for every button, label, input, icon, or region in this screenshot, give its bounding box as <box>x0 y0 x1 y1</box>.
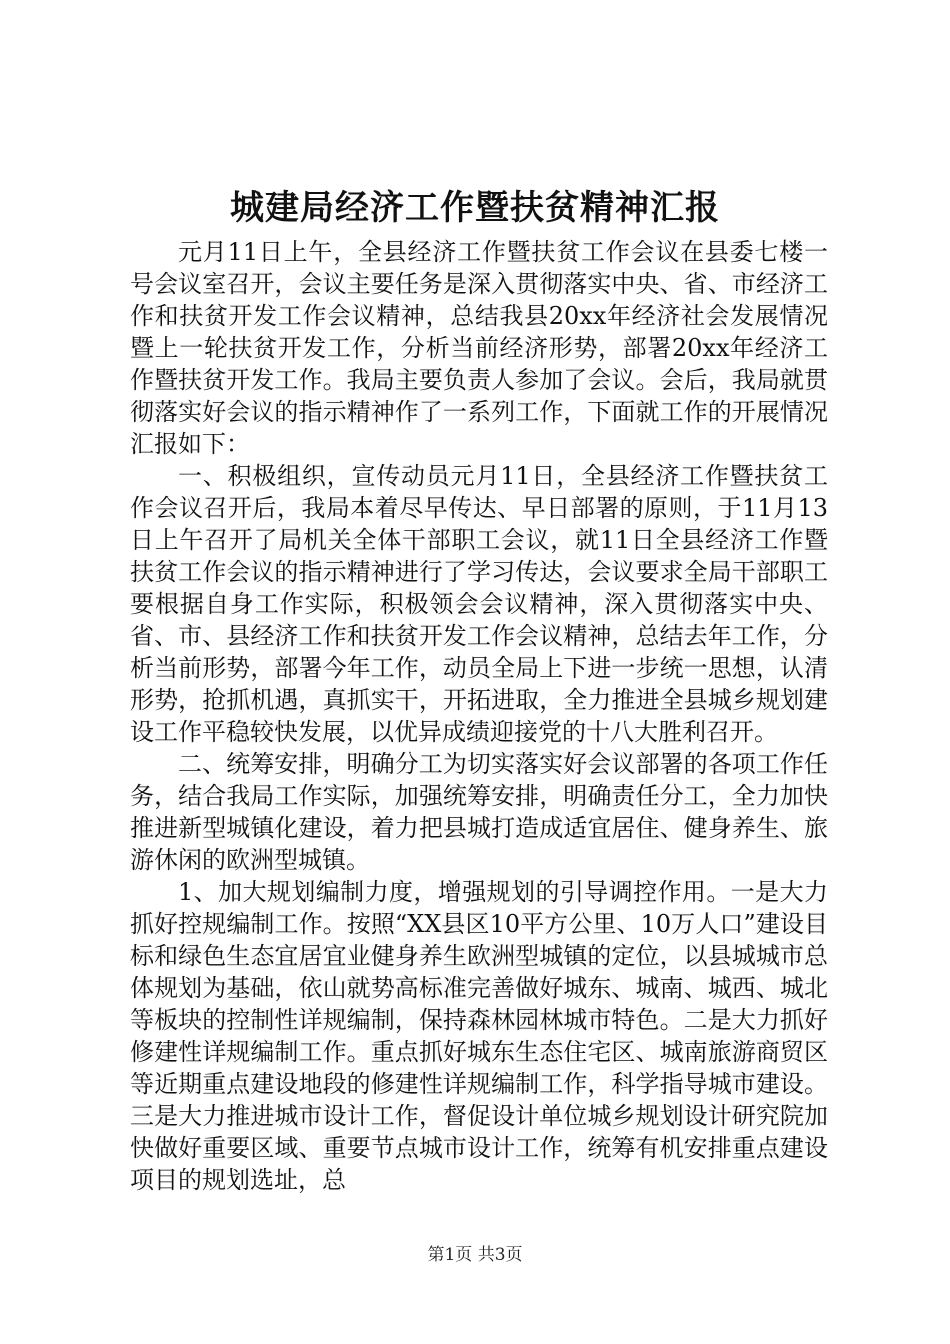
page-footer: 第1页 共3页 <box>427 1245 523 1265</box>
paragraph-section-one: 一、积极组织，宣传动员元月11日，全县经济工作暨扶贫工作会议召开后，我局本着尽早传达、早日部署的原则，于11月13日上午召开了局机关全体干部职工会议，就11日全县经济工作暨扶贫工作会议的指示精神进行了学习传达，会议要求全局干部职工要根据自身工作实际，积极领会会议精神，深入贯彻落实中央、省、市、县经济工作和扶贫开发工作会议精神，总结去年工作，分析当前形势，部署今年工作，动员全局上下进一步统一思想，认清形势，抢抓机遇，真抓实干，开拓进取，全力推进全县城乡规划建设工作平稳较快发展，以优异成绩迎接党的十八大胜利召开。 <box>130 462 828 746</box>
document-body <box>130 236 828 1196</box>
paragraph-intro: 元月11日上午，全县经济工作暨扶贫工作会议在县委七楼一号会议室召开，会议主要任务是深入贯彻落实中央、省、市经济工作和扶贫开发工作会议精神，总结我县20xx年经济社会发展情况暨上一轮扶贫开发工作，分析当前经济形势，部署20xx年经济工作暨扶贫开发工作。我局主要负责人参加了会议。会后，我局就贯彻落实好会议的指示精神作了一系列工作，下面就工作的开展情况汇报如下： <box>130 238 828 458</box>
paragraph-section-two: 二、统筹安排，明确分工为切实落实好会议部署的各项工作任务，结合我局工作实际，加强统筹安排，明确责任分工，全力加快推进新型城镇化建设，着力把县城打造成适宜居住、健身养生、旅游休闲的欧洲型城镇。 <box>130 750 828 874</box>
paragraph-item-one: 1、加大规划编制力度，增强规划的引导调控作用。一是大力抓好控规编制工作。按照“XX县区10平方公里、10万人口”建设目标和绿色生态宜居宜业健身养生欧洲型城镇的定位，以县城城市总体规划为基础，依山就势高标准完善做好城东、城南、城西、城北等板块的控制性详规编制，保持森林园林城市特色。二是大力抓好修建性详规编制工作。重点抓好城东生态住宅区、城南旅游商贸区等近期重点建设地段的修建性详规编制工作，科学指导城市建设。三是大力推进城市设计工作，督促设计单位城乡规划设计研究院加快做好重要区域、重要节点城市设计工作，统筹有机安排重点建设项目的规划选址，总 <box>130 878 828 1194</box>
document-title: 城建局经济工作暨扶贫精神汇报 <box>230 188 720 228</box>
